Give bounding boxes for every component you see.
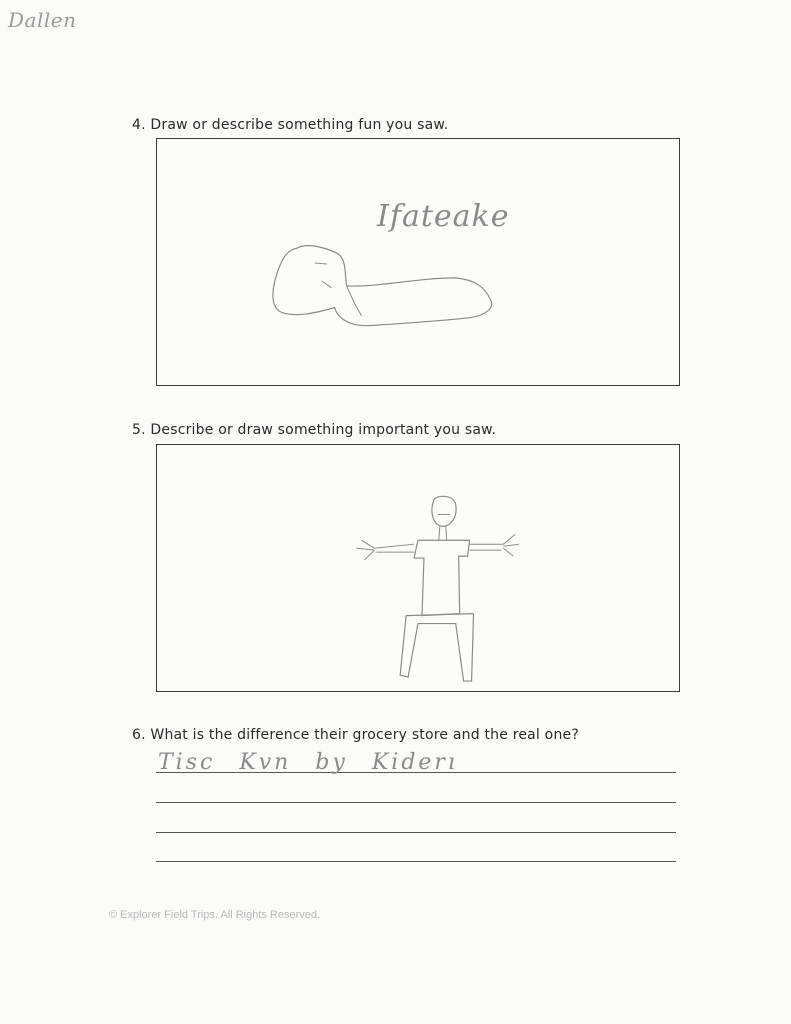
question-6-handwritten-answer: Tisc Kvn by Kiderı — [158, 750, 458, 775]
question-6-answer-lines — [156, 752, 676, 867]
student-name: Dallen — [8, 8, 77, 32]
question-4-handwritten-answer: Ifateake — [377, 199, 510, 234]
question-4-drawing-box — [156, 138, 680, 386]
question-5-stick-figure — [157, 445, 679, 691]
answer-line — [156, 802, 676, 803]
answer-line — [156, 832, 676, 833]
question-5-drawing-box — [156, 444, 680, 692]
question-5-label: 5. Describe or draw something important you saw. — [132, 422, 497, 438]
copyright-footer: © Explorer Field Trips. All Rights Reserved. — [109, 909, 321, 921]
question-6-label: 6. What is the difference their grocery store and the real one? — [132, 727, 579, 743]
question-4-label: 4. Draw or describe something fun you saw. — [132, 117, 449, 133]
answer-line — [156, 861, 676, 862]
question-4-sketch — [157, 139, 679, 385]
